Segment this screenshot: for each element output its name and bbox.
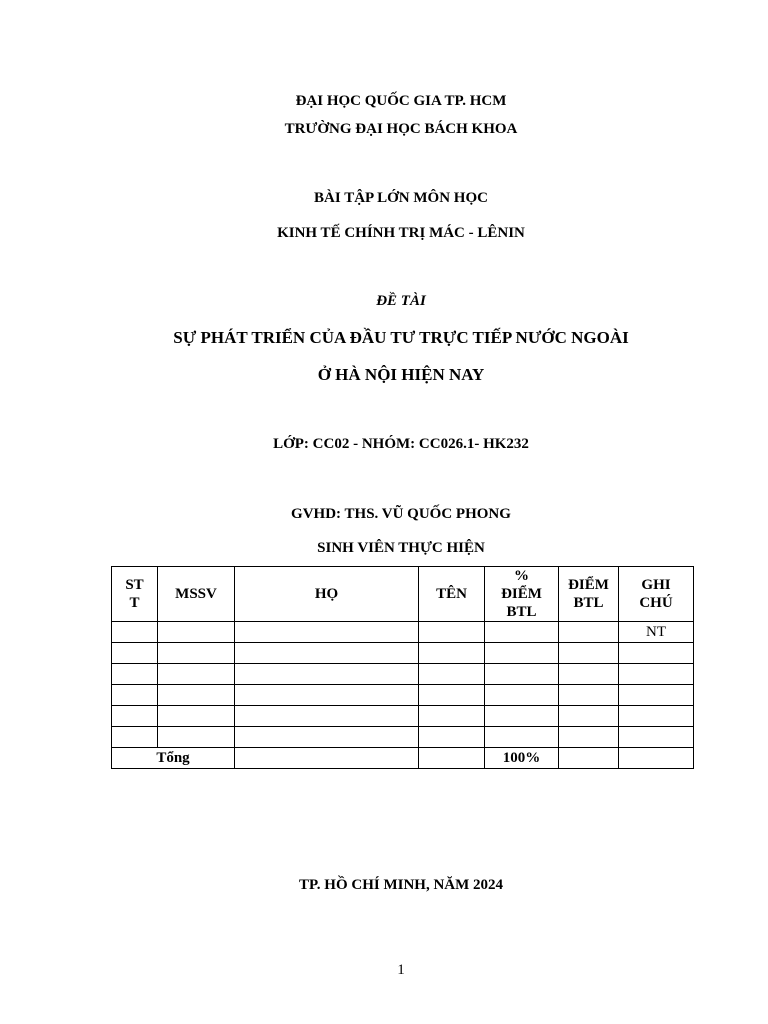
cell-diem [559,643,619,664]
school-name: TRƯỜNG ĐẠI HỌC BÁCH KHOA [284,121,518,137]
cell-diem [559,685,619,706]
header-stt: ST T [112,567,158,622]
cell-diem [559,664,619,685]
header-percent: % ĐIỂM BTL [485,567,559,622]
cell-mssv [158,664,235,685]
cell-ghichu [619,664,694,685]
cell-stt [112,664,158,685]
cell-percent [485,685,559,706]
cell-ten [419,727,485,748]
total-diem [559,748,619,769]
total-percent: 100% [485,748,559,769]
assignment-title: BÀI TẬP LỚN MÔN HỌC [314,190,488,206]
cell-mssv [158,685,235,706]
topic-label: ĐỀ TÀI [376,293,426,309]
cell-mssv [158,706,235,727]
place-year: TP. HỒ CHÍ MINH, NĂM 2024 [298,877,504,893]
cell-ghichu [619,706,694,727]
cell-ghichu [619,727,694,748]
cell-percent [485,664,559,685]
topic-title-line1: SỰ PHÁT TRIỂN CỦA ĐẦU TƯ TRỰC TIẾP NƯỚC NGOÀI [173,328,629,347]
cell-ghichu: NT [619,622,694,643]
cell-stt [112,685,158,706]
total-ten [419,748,485,769]
total-row [112,748,694,769]
cell-ten [419,643,485,664]
cell-stt [112,727,158,748]
topic-title-line2: Ở HÀ NỘI HIỆN NAY [317,365,485,384]
cell-stt [112,622,158,643]
cell-ten [419,706,485,727]
cell-percent [485,706,559,727]
header-mssv: MSSV [158,567,235,622]
cell-mssv [158,727,235,748]
table-row [112,685,694,706]
cell-ho [235,643,419,664]
cell-ten [419,622,485,643]
members-table [111,566,694,769]
header-ten: TÊN [419,567,485,622]
cell-ho [235,706,419,727]
cell-ten [419,664,485,685]
total-label: Tổng [112,748,235,769]
header-diem: ĐIỂM BTL [559,567,619,622]
cell-ghichu [619,643,694,664]
header-ho: HỌ [235,567,419,622]
total-ho [235,748,419,769]
cell-diem [559,706,619,727]
table-row [112,643,694,664]
cell-percent [485,622,559,643]
university-name: ĐẠI HỌC QUỐC GIA TP. HCM [295,93,507,109]
subject-title: KINH TẾ CHÍNH TRỊ MÁC - LÊNIN [277,225,525,241]
cell-ho [235,664,419,685]
class-info: LỚP: CC02 - NHÓM: CC026.1- HK232 [273,436,529,452]
advisor: GVHD: THS. VŨ QUỐC PHONG [291,506,511,522]
cell-mssv [158,643,235,664]
total-ghichu [619,748,694,769]
table-header-row [112,567,694,622]
cell-diem [559,727,619,748]
cell-mssv [158,622,235,643]
cell-diem [559,622,619,643]
table-row [112,622,694,643]
cell-ho [235,685,419,706]
cell-percent [485,643,559,664]
cell-stt [112,706,158,727]
table-row [112,706,694,727]
cell-ghichu [619,685,694,706]
students-heading: SINH VIÊN THỰC HIỆN [317,540,485,556]
header-ghichu: GHI CHÚ [619,567,694,622]
table-row [112,727,694,748]
cell-ho [235,622,419,643]
cell-ten [419,685,485,706]
page-number: 1 [397,962,405,978]
table-row [112,664,694,685]
cell-percent [485,727,559,748]
cell-ho [235,727,419,748]
cell-stt [112,643,158,664]
